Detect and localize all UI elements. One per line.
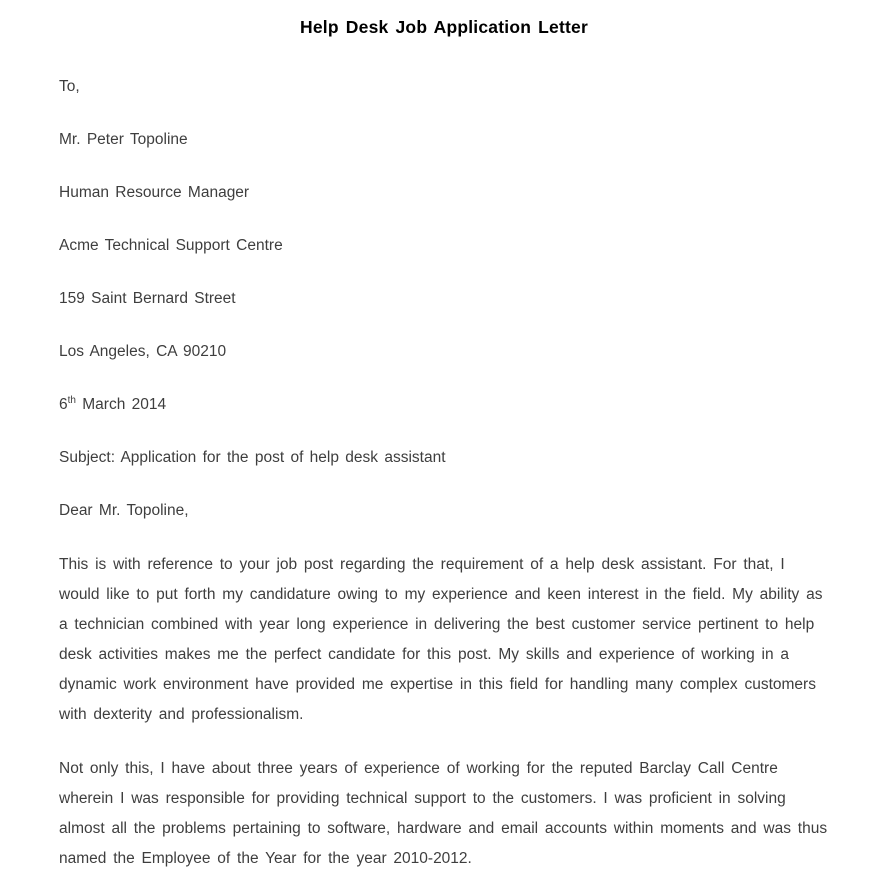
recipient-line-name: Mr. Peter Topoline <box>59 131 188 148</box>
date-rest: March 2014 <box>75 396 167 413</box>
subject-line: Subject: Application for the post of help desk assistant <box>59 449 446 466</box>
page-title: Help Desk Job Application Letter <box>300 17 588 37</box>
letter-body <box>59 60 829 537</box>
date-line <box>59 378 829 431</box>
recipient-line-company: Acme Technical Support Centre <box>59 237 283 254</box>
recipient-line-street: 159 Saint Bernard Street <box>59 290 236 307</box>
recipient-line-role: Human Resource Manager <box>59 184 250 201</box>
date-day: 6 <box>59 396 68 413</box>
body-paragraph-2: Not only this, I have about three years of experience of working for the reputed Barclay Call Centre wherein I was responsible for providing technical support to the customers. I was proficient in solving almost all the problems pertaining to software, hardware and email accounts within moments and was thus named the Employee of the Year for the year 2010-2012. <box>59 760 828 867</box>
salutation-line: Dear Mr. Topoline, <box>59 502 189 519</box>
recipient-line-city: Los Angeles, CA 90210 <box>59 343 227 360</box>
body-paragraph-1: This is with reference to your job post regarding the requirement of a help desk assistant. For that, I would like to put forth my candidature owing to my experience and keen interest in the field. My ability as a technician combined with year long experience in delivering the best customer service pertinent to help desk activities makes me the perfect candidate for this post. My skills and experience of working in a dynamic work environment have provided me expertise in this field for handling many complex customers with dexterity and professionalism. <box>59 556 823 723</box>
recipient-line-to: To, <box>59 78 80 95</box>
date-ordinal-suffix: th <box>67 394 76 406</box>
